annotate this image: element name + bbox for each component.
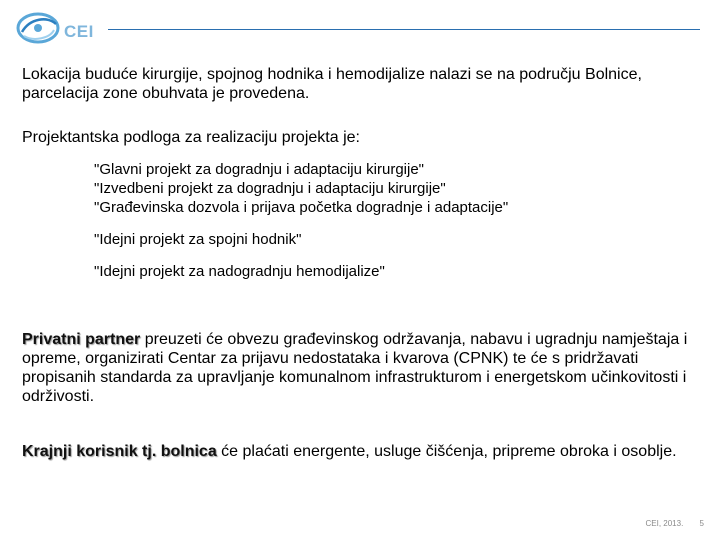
private-partner-label: Privatni partner	[22, 331, 141, 348]
header-rule	[108, 29, 700, 30]
slide-header	[0, 0, 720, 60]
list-item: "Idejni projekt za nadogradnju hemodijalize"	[94, 263, 385, 280]
list-item: "Izvedbeni projekt za dogradnju i adaptaciju kirurgije"	[94, 180, 446, 197]
project-document-list	[94, 160, 694, 281]
paragraph-private-partner	[22, 330, 698, 406]
private-partner-text: preuzeti će obvezu građevinskog održavanja, nabavu i ugradnju namještaja i opreme, organizirati Centar za prijavu nedostataka i kvarova (CPNK) te će s pridržavati propisanih standarda za upravljanje komunalnom infrastrukturom i energetskom učinkovitosti i održivosti.	[22, 331, 688, 405]
list-item: "Građevinska dozvola i prijava početka dogradnje i adaptacije"	[94, 199, 509, 216]
paragraph-end-user	[22, 442, 698, 461]
list-gap	[94, 217, 694, 230]
end-user-label: Krajnji korisnik tj. bolnica	[22, 443, 217, 460]
list-item: "Idejni projekt za spojni hodnik"	[94, 231, 302, 248]
footer-source: CEI, 2013.	[645, 519, 684, 528]
end-user-text: će plaćati energente, usluge čišćenja, pripreme obroka i osoblje.	[216, 443, 677, 460]
logo-text: CEI	[64, 22, 94, 41]
slide-footer	[632, 519, 705, 528]
page-number: 5	[699, 519, 704, 528]
cei-logo	[14, 8, 104, 48]
paragraph-project-basis: Projektantska podloga za realizaciju projekta je:	[22, 129, 360, 146]
paragraph-location: Lokacija buduće kirurgije, spojnog hodnika i hemodijalize nalazi se na području Bolnice, parcelacija zone obuhvata je provedena.	[22, 66, 642, 102]
list-item: "Glavni projekt za dogradnju i adaptaciju kirurgije"	[94, 161, 424, 178]
list-gap	[94, 249, 694, 262]
cei-swirl-logo-icon	[14, 8, 62, 48]
